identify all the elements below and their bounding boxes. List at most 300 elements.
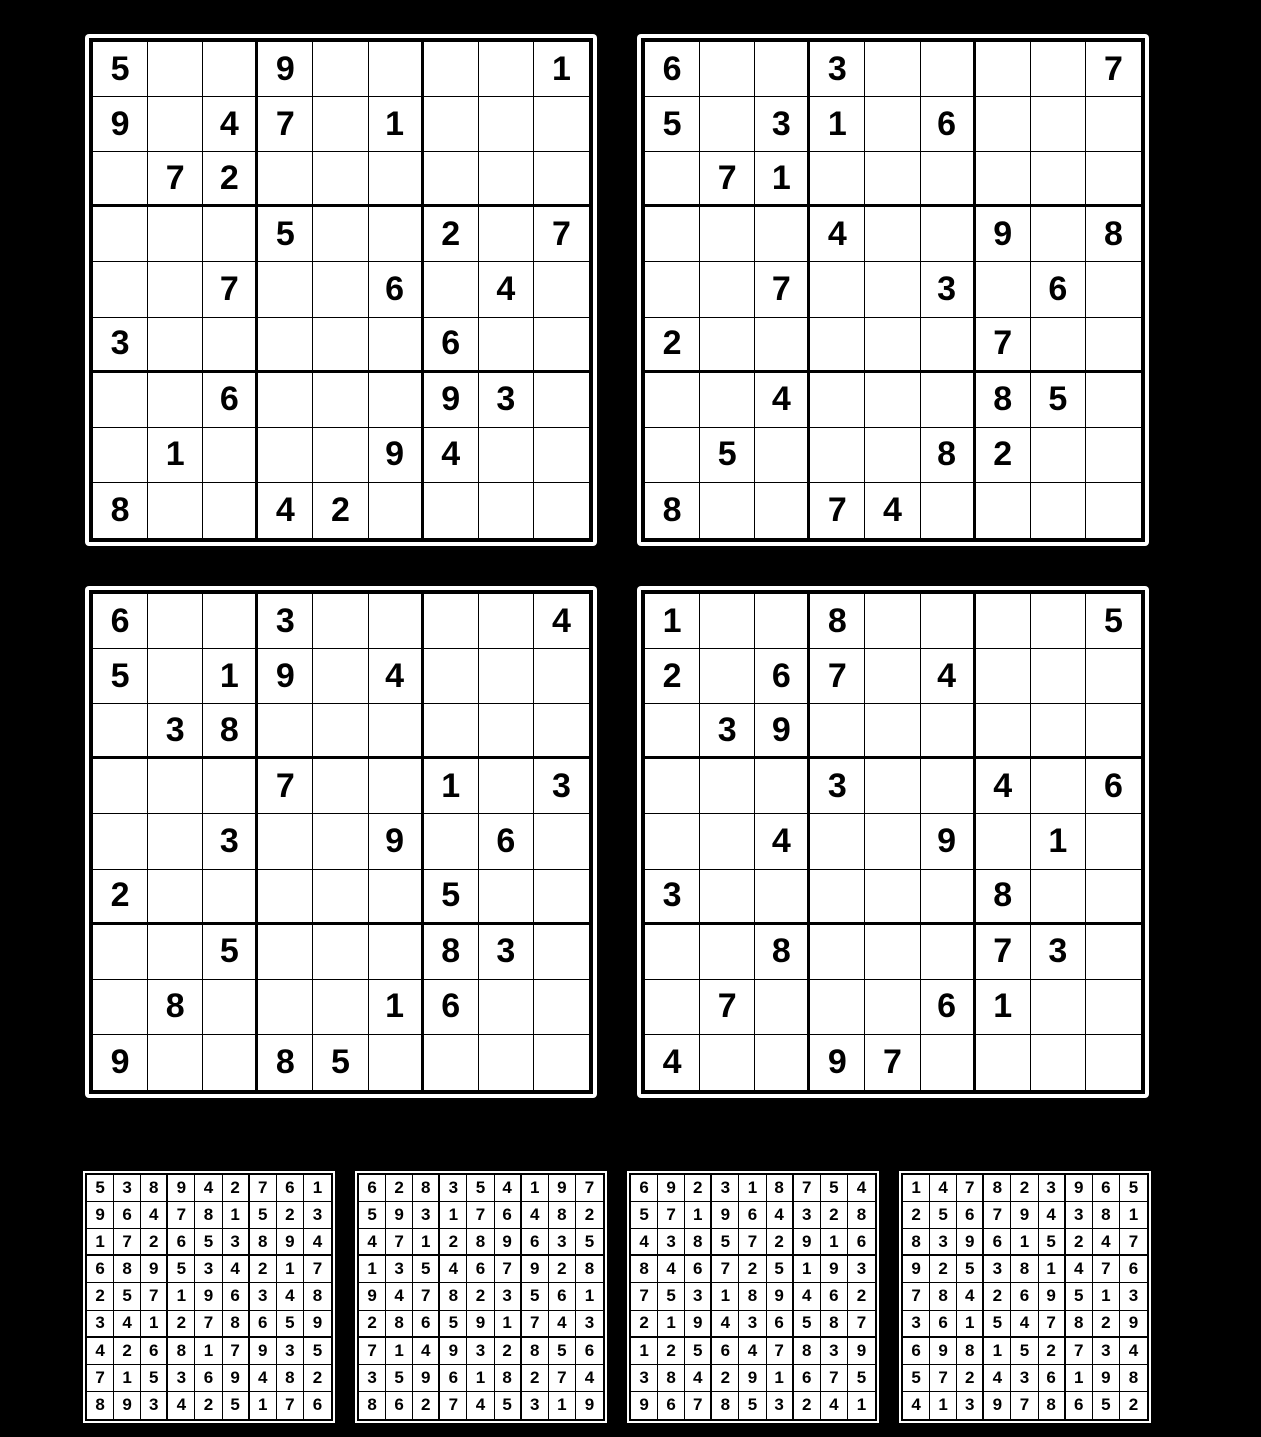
sudoku-cell[interactable]: 4 — [921, 649, 976, 704]
sudoku-cell[interactable] — [921, 373, 976, 428]
sudoku-cell[interactable]: 4 — [534, 594, 589, 649]
sudoku-cell[interactable]: 9 — [93, 1035, 148, 1090]
sudoku-cell[interactable]: 1 — [424, 759, 479, 814]
sudoku-cell[interactable] — [479, 980, 534, 1035]
sudoku-cell[interactable]: 8 — [148, 980, 203, 1035]
sudoku-cell[interactable] — [810, 428, 865, 483]
sudoku-cell[interactable] — [865, 759, 920, 814]
sudoku-cell[interactable] — [313, 814, 368, 869]
sudoku-cell[interactable]: 8 — [755, 925, 810, 980]
sudoku-cell[interactable] — [1086, 373, 1141, 428]
sudoku-cell[interactable]: 6 — [203, 373, 258, 428]
sudoku-cell[interactable]: 4 — [258, 483, 313, 538]
sudoku-cell[interactable] — [1086, 318, 1141, 373]
sudoku-cell[interactable] — [148, 318, 203, 373]
sudoku-cell[interactable] — [258, 980, 313, 1035]
sudoku-cell[interactable] — [976, 97, 1031, 152]
sudoku-cell[interactable]: 3 — [921, 262, 976, 317]
sudoku-cell[interactable] — [203, 42, 258, 97]
sudoku-cell[interactable]: 6 — [424, 980, 479, 1035]
sudoku-cell[interactable] — [479, 428, 534, 483]
sudoku-cell[interactable] — [479, 42, 534, 97]
sudoku-cell[interactable] — [921, 704, 976, 759]
sudoku-cell[interactable] — [369, 318, 424, 373]
sudoku-cell[interactable]: 1 — [976, 980, 1031, 1035]
sudoku-cell[interactable] — [93, 262, 148, 317]
sudoku-cell[interactable] — [645, 207, 700, 262]
sudoku-cell[interactable]: 2 — [645, 649, 700, 704]
sudoku-cell[interactable]: 4 — [479, 262, 534, 317]
sudoku-cell[interactable]: 6 — [1031, 262, 1086, 317]
sudoku-cell[interactable]: 7 — [1086, 42, 1141, 97]
sudoku-cell[interactable] — [1031, 152, 1086, 207]
sudoku-cell[interactable] — [865, 870, 920, 925]
sudoku-cell[interactable] — [534, 1035, 589, 1090]
sudoku-cell[interactable]: 7 — [203, 262, 258, 317]
sudoku-cell[interactable] — [424, 97, 479, 152]
sudoku-cell[interactable] — [1031, 428, 1086, 483]
sudoku-cell[interactable] — [534, 262, 589, 317]
sudoku-cell[interactable] — [1086, 262, 1141, 317]
sudoku-cell[interactable] — [313, 649, 368, 704]
sudoku-cell[interactable] — [148, 373, 203, 428]
sudoku-cell[interactable] — [313, 42, 368, 97]
sudoku-cell[interactable] — [921, 152, 976, 207]
sudoku-cell[interactable] — [258, 814, 313, 869]
sudoku-cell[interactable] — [645, 428, 700, 483]
sudoku-cell[interactable]: 6 — [645, 42, 700, 97]
sudoku-cell[interactable] — [976, 483, 1031, 538]
sudoku-cell[interactable] — [865, 814, 920, 869]
sudoku-cell[interactable] — [1086, 704, 1141, 759]
sudoku-cell[interactable] — [479, 1035, 534, 1090]
sudoku-cell[interactable] — [203, 870, 258, 925]
sudoku-cell[interactable] — [313, 594, 368, 649]
sudoku-cell[interactable] — [369, 42, 424, 97]
sudoku-cell[interactable] — [424, 1035, 479, 1090]
sudoku-cell[interactable] — [534, 980, 589, 1035]
sudoku-cell[interactable]: 9 — [921, 814, 976, 869]
sudoku-cell[interactable]: 9 — [810, 1035, 865, 1090]
sudoku-cell[interactable] — [755, 594, 810, 649]
sudoku-cell[interactable] — [258, 152, 313, 207]
sudoku-cell[interactable] — [700, 1035, 755, 1090]
sudoku-cell[interactable] — [1031, 649, 1086, 704]
sudoku-cell[interactable] — [479, 318, 534, 373]
sudoku-cell[interactable]: 9 — [755, 704, 810, 759]
sudoku-cell[interactable]: 1 — [810, 97, 865, 152]
sudoku-cell[interactable]: 6 — [921, 980, 976, 1035]
sudoku-cell[interactable]: 3 — [148, 704, 203, 759]
sudoku-cell[interactable] — [1031, 42, 1086, 97]
sudoku-cell[interactable]: 7 — [700, 980, 755, 1035]
sudoku-cell[interactable] — [313, 870, 368, 925]
sudoku-cell[interactable] — [203, 483, 258, 538]
sudoku-cell[interactable] — [424, 152, 479, 207]
sudoku-cell[interactable]: 5 — [93, 42, 148, 97]
sudoku-cell[interactable] — [755, 207, 810, 262]
sudoku-cell[interactable] — [865, 649, 920, 704]
sudoku-cell[interactable] — [921, 870, 976, 925]
sudoku-cell[interactable] — [865, 428, 920, 483]
sudoku-cell[interactable] — [865, 42, 920, 97]
sudoku-cell[interactable]: 9 — [976, 207, 1031, 262]
sudoku-cell[interactable] — [369, 704, 424, 759]
sudoku-cell[interactable] — [700, 207, 755, 262]
sudoku-cell[interactable] — [313, 318, 368, 373]
sudoku-cell[interactable]: 8 — [258, 1035, 313, 1090]
sudoku-cell[interactable] — [700, 483, 755, 538]
sudoku-cell[interactable]: 3 — [645, 870, 700, 925]
sudoku-cell[interactable] — [203, 207, 258, 262]
sudoku-cell[interactable] — [755, 980, 810, 1035]
sudoku-cell[interactable] — [93, 428, 148, 483]
sudoku-cell[interactable]: 7 — [976, 925, 1031, 980]
sudoku-cell[interactable] — [755, 42, 810, 97]
sudoku-cell[interactable]: 8 — [1086, 207, 1141, 262]
sudoku-cell[interactable]: 4 — [865, 483, 920, 538]
sudoku-cell[interactable] — [369, 1035, 424, 1090]
sudoku-cell[interactable] — [865, 373, 920, 428]
sudoku-cell[interactable]: 3 — [534, 759, 589, 814]
sudoku-cell[interactable] — [534, 318, 589, 373]
sudoku-cell[interactable] — [93, 373, 148, 428]
sudoku-cell[interactable] — [369, 152, 424, 207]
sudoku-cell[interactable] — [1086, 870, 1141, 925]
sudoku-cell[interactable] — [1031, 1035, 1086, 1090]
sudoku-cell[interactable] — [479, 152, 534, 207]
sudoku-cell[interactable] — [700, 870, 755, 925]
sudoku-cell[interactable] — [479, 870, 534, 925]
sudoku-cell[interactable]: 7 — [258, 759, 313, 814]
sudoku-cell[interactable] — [755, 1035, 810, 1090]
sudoku-cell[interactable] — [1086, 1035, 1141, 1090]
sudoku-cell[interactable] — [1031, 207, 1086, 262]
sudoku-cell[interactable]: 1 — [369, 97, 424, 152]
sudoku-cell[interactable]: 3 — [755, 97, 810, 152]
sudoku-cell[interactable] — [258, 704, 313, 759]
sudoku-cell[interactable] — [865, 925, 920, 980]
sudoku-cell[interactable] — [424, 42, 479, 97]
sudoku-cell[interactable] — [1031, 704, 1086, 759]
sudoku-cell[interactable] — [921, 207, 976, 262]
sudoku-cell[interactable] — [203, 1035, 258, 1090]
sudoku-cell[interactable] — [534, 483, 589, 538]
sudoku-cell[interactable] — [313, 207, 368, 262]
sudoku-cell[interactable]: 9 — [93, 97, 148, 152]
sudoku-cell[interactable] — [810, 318, 865, 373]
sudoku-cell[interactable] — [700, 373, 755, 428]
sudoku-cell[interactable] — [203, 594, 258, 649]
sudoku-cell[interactable] — [93, 207, 148, 262]
sudoku-cell[interactable] — [313, 152, 368, 207]
sudoku-cell[interactable] — [534, 814, 589, 869]
sudoku-cell[interactable] — [921, 318, 976, 373]
sudoku-cell[interactable] — [148, 97, 203, 152]
sudoku-cell[interactable] — [645, 980, 700, 1035]
sudoku-cell[interactable] — [976, 152, 1031, 207]
sudoku-cell[interactable] — [148, 870, 203, 925]
sudoku-cell[interactable] — [258, 925, 313, 980]
sudoku-cell[interactable]: 8 — [810, 594, 865, 649]
sudoku-cell[interactable] — [148, 649, 203, 704]
sudoku-cell[interactable] — [1031, 759, 1086, 814]
sudoku-cell[interactable]: 8 — [424, 925, 479, 980]
sudoku-cell[interactable] — [921, 594, 976, 649]
sudoku-cell[interactable] — [865, 594, 920, 649]
sudoku-cell[interactable] — [93, 704, 148, 759]
sudoku-cell[interactable] — [645, 925, 700, 980]
sudoku-cell[interactable] — [810, 704, 865, 759]
sudoku-cell[interactable]: 5 — [1031, 373, 1086, 428]
sudoku-cell[interactable] — [313, 428, 368, 483]
sudoku-cell[interactable]: 5 — [313, 1035, 368, 1090]
sudoku-cell[interactable] — [479, 649, 534, 704]
sudoku-cell[interactable]: 4 — [645, 1035, 700, 1090]
sudoku-cell[interactable]: 1 — [534, 42, 589, 97]
sudoku-cell[interactable] — [148, 594, 203, 649]
sudoku-cell[interactable] — [534, 870, 589, 925]
sudoku-cell[interactable] — [810, 152, 865, 207]
sudoku-cell[interactable] — [645, 704, 700, 759]
sudoku-cell[interactable]: 4 — [424, 428, 479, 483]
sudoku-cell[interactable] — [1086, 97, 1141, 152]
sudoku-cell[interactable] — [313, 980, 368, 1035]
sudoku-cell[interactable]: 7 — [534, 207, 589, 262]
sudoku-cell[interactable] — [865, 980, 920, 1035]
sudoku-cell[interactable] — [1086, 483, 1141, 538]
sudoku-cell[interactable] — [534, 373, 589, 428]
sudoku-cell[interactable]: 8 — [976, 870, 1031, 925]
sudoku-cell[interactable]: 7 — [700, 152, 755, 207]
sudoku-cell[interactable] — [865, 262, 920, 317]
sudoku-cell[interactable]: 2 — [93, 870, 148, 925]
sudoku-cell[interactable]: 5 — [700, 428, 755, 483]
sudoku-cell[interactable] — [479, 483, 534, 538]
sudoku-cell[interactable] — [755, 428, 810, 483]
sudoku-cell[interactable] — [369, 594, 424, 649]
sudoku-cell[interactable] — [755, 483, 810, 538]
sudoku-cell[interactable]: 3 — [810, 42, 865, 97]
sudoku-cell[interactable] — [93, 814, 148, 869]
sudoku-cell[interactable] — [258, 870, 313, 925]
sudoku-cell[interactable] — [479, 207, 534, 262]
sudoku-cell[interactable] — [921, 42, 976, 97]
sudoku-cell[interactable] — [369, 483, 424, 538]
sudoku-cell[interactable] — [203, 318, 258, 373]
sudoku-cell[interactable] — [700, 594, 755, 649]
sudoku-cell[interactable] — [1086, 925, 1141, 980]
sudoku-cell[interactable] — [424, 594, 479, 649]
sudoku-cell[interactable] — [1086, 428, 1141, 483]
sudoku-cell[interactable]: 1 — [1031, 814, 1086, 869]
sudoku-cell[interactable] — [203, 428, 258, 483]
sudoku-cell[interactable]: 6 — [921, 97, 976, 152]
sudoku-cell[interactable]: 1 — [645, 594, 700, 649]
sudoku-cell[interactable] — [424, 262, 479, 317]
sudoku-cell[interactable]: 5 — [645, 97, 700, 152]
sudoku-cell[interactable] — [148, 759, 203, 814]
sudoku-cell[interactable] — [976, 704, 1031, 759]
sudoku-cell[interactable] — [424, 483, 479, 538]
sudoku-cell[interactable]: 5 — [424, 870, 479, 925]
sudoku-cell[interactable] — [148, 814, 203, 869]
sudoku-cell[interactable] — [921, 483, 976, 538]
sudoku-cell[interactable]: 3 — [479, 925, 534, 980]
sudoku-cell[interactable] — [645, 759, 700, 814]
sudoku-cell[interactable] — [700, 262, 755, 317]
sudoku-cell[interactable] — [258, 373, 313, 428]
sudoku-cell[interactable]: 8 — [976, 373, 1031, 428]
sudoku-cell[interactable] — [921, 759, 976, 814]
sudoku-cell[interactable]: 7 — [976, 318, 1031, 373]
sudoku-cell[interactable]: 8 — [921, 428, 976, 483]
sudoku-cell[interactable]: 4 — [755, 814, 810, 869]
sudoku-cell[interactable] — [810, 870, 865, 925]
sudoku-cell[interactable] — [369, 870, 424, 925]
sudoku-cell[interactable]: 6 — [93, 594, 148, 649]
sudoku-cell[interactable] — [810, 925, 865, 980]
sudoku-cell[interactable] — [1086, 649, 1141, 704]
sudoku-cell[interactable] — [313, 925, 368, 980]
sudoku-cell[interactable] — [203, 980, 258, 1035]
sudoku-cell[interactable] — [1031, 980, 1086, 1035]
sudoku-cell[interactable] — [479, 704, 534, 759]
sudoku-cell[interactable] — [865, 152, 920, 207]
sudoku-cell[interactable] — [479, 594, 534, 649]
sudoku-cell[interactable] — [976, 649, 1031, 704]
sudoku-cell[interactable]: 6 — [755, 649, 810, 704]
sudoku-cell[interactable]: 9 — [258, 42, 313, 97]
sudoku-cell[interactable] — [1086, 152, 1141, 207]
sudoku-cell[interactable] — [534, 925, 589, 980]
sudoku-cell[interactable]: 2 — [203, 152, 258, 207]
sudoku-cell[interactable] — [865, 704, 920, 759]
sudoku-cell[interactable] — [755, 759, 810, 814]
sudoku-cell[interactable]: 9 — [424, 373, 479, 428]
sudoku-cell[interactable]: 1 — [755, 152, 810, 207]
sudoku-cell[interactable]: 5 — [93, 649, 148, 704]
sudoku-cell[interactable] — [203, 759, 258, 814]
sudoku-cell[interactable] — [313, 759, 368, 814]
sudoku-cell[interactable] — [313, 704, 368, 759]
sudoku-cell[interactable]: 2 — [313, 483, 368, 538]
sudoku-cell[interactable]: 3 — [700, 704, 755, 759]
sudoku-cell[interactable] — [369, 373, 424, 428]
sudoku-cell[interactable] — [534, 704, 589, 759]
sudoku-cell[interactable] — [810, 262, 865, 317]
sudoku-cell[interactable] — [700, 42, 755, 97]
sudoku-cell[interactable]: 5 — [1086, 594, 1141, 649]
sudoku-cell[interactable]: 2 — [424, 207, 479, 262]
sudoku-cell[interactable]: 3 — [258, 594, 313, 649]
sudoku-cell[interactable]: 5 — [203, 925, 258, 980]
sudoku-cell[interactable]: 9 — [369, 814, 424, 869]
sudoku-cell[interactable] — [755, 318, 810, 373]
sudoku-cell[interactable]: 7 — [258, 97, 313, 152]
sudoku-cell[interactable]: 7 — [810, 483, 865, 538]
sudoku-cell[interactable] — [369, 207, 424, 262]
sudoku-cell[interactable] — [1031, 97, 1086, 152]
sudoku-cell[interactable]: 4 — [755, 373, 810, 428]
sudoku-cell[interactable]: 1 — [369, 980, 424, 1035]
sudoku-cell[interactable] — [148, 262, 203, 317]
sudoku-cell[interactable]: 6 — [1086, 759, 1141, 814]
sudoku-cell[interactable] — [313, 262, 368, 317]
sudoku-cell[interactable]: 2 — [645, 318, 700, 373]
sudoku-cell[interactable] — [810, 373, 865, 428]
sudoku-cell[interactable] — [810, 980, 865, 1035]
sudoku-cell[interactable]: 8 — [203, 704, 258, 759]
sudoku-cell[interactable]: 4 — [369, 649, 424, 704]
sudoku-cell[interactable]: 4 — [810, 207, 865, 262]
sudoku-cell[interactable] — [645, 814, 700, 869]
sudoku-cell[interactable]: 3 — [810, 759, 865, 814]
sudoku-cell[interactable]: 2 — [976, 428, 1031, 483]
sudoku-cell[interactable] — [534, 152, 589, 207]
sudoku-cell[interactable]: 8 — [93, 483, 148, 538]
sudoku-cell[interactable] — [93, 980, 148, 1035]
sudoku-cell[interactable] — [976, 594, 1031, 649]
sudoku-cell[interactable] — [976, 1035, 1031, 1090]
sudoku-cell[interactable] — [865, 207, 920, 262]
sudoku-cell[interactable]: 8 — [645, 483, 700, 538]
sudoku-cell[interactable] — [1031, 483, 1086, 538]
sudoku-cell[interactable] — [700, 318, 755, 373]
sudoku-cell[interactable] — [534, 97, 589, 152]
sudoku-cell[interactable]: 3 — [203, 814, 258, 869]
sudoku-cell[interactable] — [700, 925, 755, 980]
sudoku-cell[interactable]: 7 — [755, 262, 810, 317]
sudoku-cell[interactable] — [148, 1035, 203, 1090]
sudoku-cell[interactable]: 6 — [479, 814, 534, 869]
sudoku-cell[interactable] — [93, 152, 148, 207]
sudoku-cell[interactable] — [1086, 814, 1141, 869]
sudoku-cell[interactable] — [1031, 594, 1086, 649]
sudoku-cell[interactable] — [810, 814, 865, 869]
sudoku-cell[interactable] — [976, 814, 1031, 869]
sudoku-cell[interactable] — [534, 649, 589, 704]
sudoku-cell[interactable]: 4 — [976, 759, 1031, 814]
sudoku-cell[interactable] — [865, 97, 920, 152]
sudoku-cell[interactable] — [479, 97, 534, 152]
sudoku-cell[interactable] — [93, 759, 148, 814]
sudoku-cell[interactable] — [645, 152, 700, 207]
sudoku-cell[interactable] — [369, 759, 424, 814]
sudoku-cell[interactable] — [534, 428, 589, 483]
sudoku-cell[interactable] — [424, 704, 479, 759]
sudoku-cell[interactable]: 7 — [148, 152, 203, 207]
sudoku-cell[interactable]: 9 — [258, 649, 313, 704]
sudoku-cell[interactable] — [1031, 318, 1086, 373]
sudoku-cell[interactable]: 6 — [369, 262, 424, 317]
sudoku-cell[interactable] — [313, 97, 368, 152]
sudoku-cell[interactable] — [93, 925, 148, 980]
sudoku-cell[interactable] — [700, 759, 755, 814]
sudoku-cell[interactable] — [976, 42, 1031, 97]
sudoku-cell[interactable] — [148, 925, 203, 980]
sudoku-cell[interactable] — [258, 262, 313, 317]
sudoku-cell[interactable] — [313, 373, 368, 428]
sudoku-cell[interactable] — [258, 428, 313, 483]
sudoku-cell[interactable] — [479, 759, 534, 814]
sudoku-cell[interactable] — [645, 373, 700, 428]
sudoku-cell[interactable] — [424, 649, 479, 704]
sudoku-cell[interactable]: 3 — [93, 318, 148, 373]
sudoku-cell[interactable] — [976, 262, 1031, 317]
sudoku-cell[interactable]: 1 — [203, 649, 258, 704]
sudoku-cell[interactable] — [258, 318, 313, 373]
